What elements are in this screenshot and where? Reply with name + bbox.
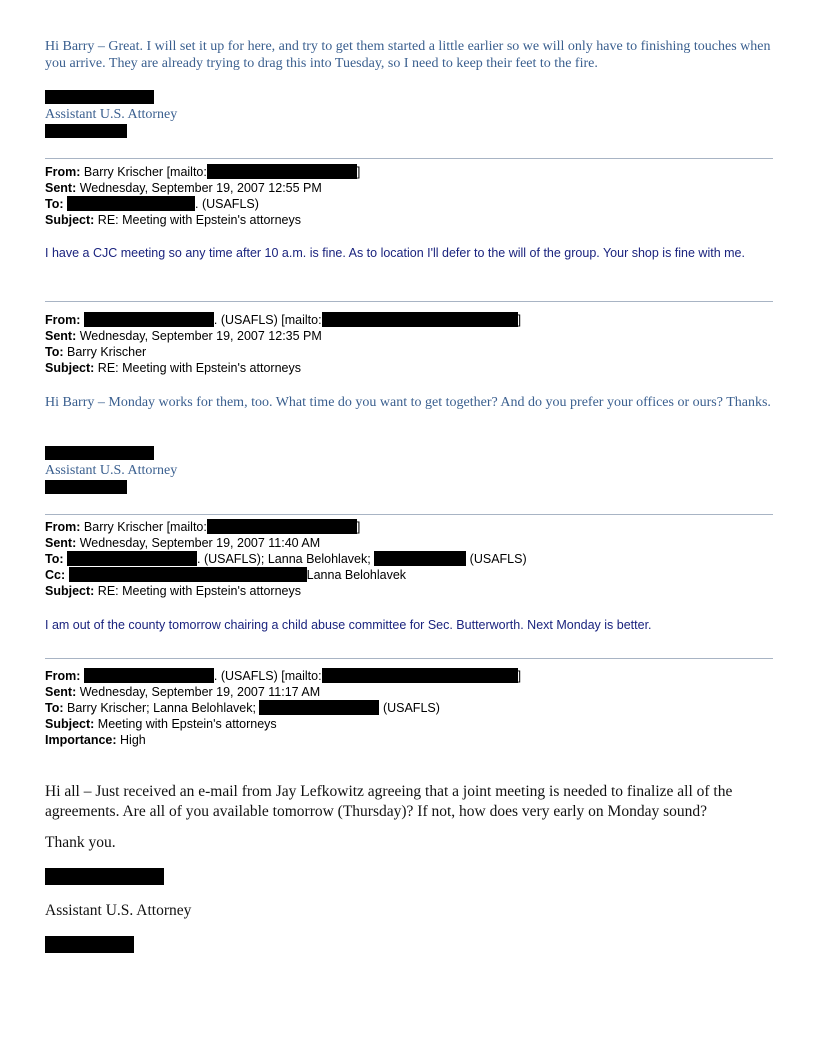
top-reply-body: Hi Barry – Great. I will set it up for here, and try to get them started a little earlier so we will only have to finishing touches when you arrive. They are already trying to drag this into Tuesday, so I need to keep their feet to the fire. xyxy=(45,39,771,71)
header-from: From: Barry Krischer [mailto: ] xyxy=(45,520,361,534)
message-divider xyxy=(45,158,773,159)
header-sent: Sent: Wednesday, September 19, 2007 12:35 PM xyxy=(45,329,322,343)
redacted-name xyxy=(67,551,197,566)
header-from: From: . (USAFLS) [mailto: ] xyxy=(45,313,522,327)
top-signature-title: Assistant U.S. Attorney xyxy=(45,107,178,122)
header-sent: Sent: Wednesday, September 19, 2007 12:55 PM xyxy=(45,181,322,195)
redacted-signature-name xyxy=(45,90,154,104)
message-body: I am out of the county tomorrow chairing a child abuse committee for Sec. Butterworth. Next Monday is better. xyxy=(45,618,652,632)
header-cc: Cc: Lanna Belohlavek xyxy=(45,568,407,582)
header-from: From: Barry Krischer [mailto: ] xyxy=(45,165,361,179)
message-body: Hi all – Just received an e-mail from Jay Lefkowitz agreeing that a joint meeting is needed to finalize all of the agreements. Are all of you available tomorrow (Thursday)? If not, how does very early on Monday sound? xyxy=(45,783,733,820)
redacted-signature-contact xyxy=(45,936,134,953)
message-divider xyxy=(45,514,773,515)
redacted-email xyxy=(207,519,357,534)
signature-title: Assistant U.S. Attorney xyxy=(45,902,192,919)
redacted-email xyxy=(322,668,518,683)
redacted-email xyxy=(207,164,357,179)
closing-text: Thank you. xyxy=(45,834,116,851)
message-body: Hi Barry – Monday works for them, too. What time do you want to get together? And do you prefer your offices or ours? Thanks. xyxy=(45,395,771,410)
header-to: To: . (USAFLS); Lanna Belohlavek; (USAFLS) xyxy=(45,552,527,566)
header-subject: Subject: Meeting with Epstein's attorneys xyxy=(45,717,277,731)
header-sent: Sent: Wednesday, September 19, 2007 11:40 AM xyxy=(45,536,321,550)
header-importance: Importance: High xyxy=(45,733,146,747)
redacted-signature-name xyxy=(45,446,154,460)
message-divider xyxy=(45,658,773,659)
redacted-signature-contact xyxy=(45,480,127,494)
header-subject: Subject: RE: Meeting with Epstein's attorneys xyxy=(45,213,301,227)
message-divider xyxy=(45,301,773,302)
header-to: To: . (USAFLS) xyxy=(45,197,259,211)
redacted-name xyxy=(84,668,214,683)
redacted-name xyxy=(374,551,466,566)
redacted-signature-name xyxy=(45,868,164,885)
redacted-signature-contact xyxy=(45,124,127,138)
header-from: From: . (USAFLS) [mailto: ] xyxy=(45,669,522,683)
redacted-email xyxy=(322,312,518,327)
header-subject: Subject: RE: Meeting with Epstein's attorneys xyxy=(45,361,301,375)
header-sent: Sent: Wednesday, September 19, 2007 11:17 AM xyxy=(45,685,321,699)
header-to: To: Barry Krischer xyxy=(45,345,147,359)
redacted-names xyxy=(69,567,307,582)
message-body: I have a CJC meeting so any time after 10 a.m. is fine. As to location I'll defer to the will of the group. Your shop is fine with me. xyxy=(45,246,745,260)
redacted-name xyxy=(259,700,379,715)
signature-title: Assistant U.S. Attorney xyxy=(45,463,178,478)
header-subject: Subject: RE: Meeting with Epstein's attorneys xyxy=(45,584,301,598)
redacted-name xyxy=(84,312,214,327)
redacted-name xyxy=(67,196,195,211)
header-to: To: Barry Krischer; Lanna Belohlavek; (USAFLS) xyxy=(45,701,440,715)
